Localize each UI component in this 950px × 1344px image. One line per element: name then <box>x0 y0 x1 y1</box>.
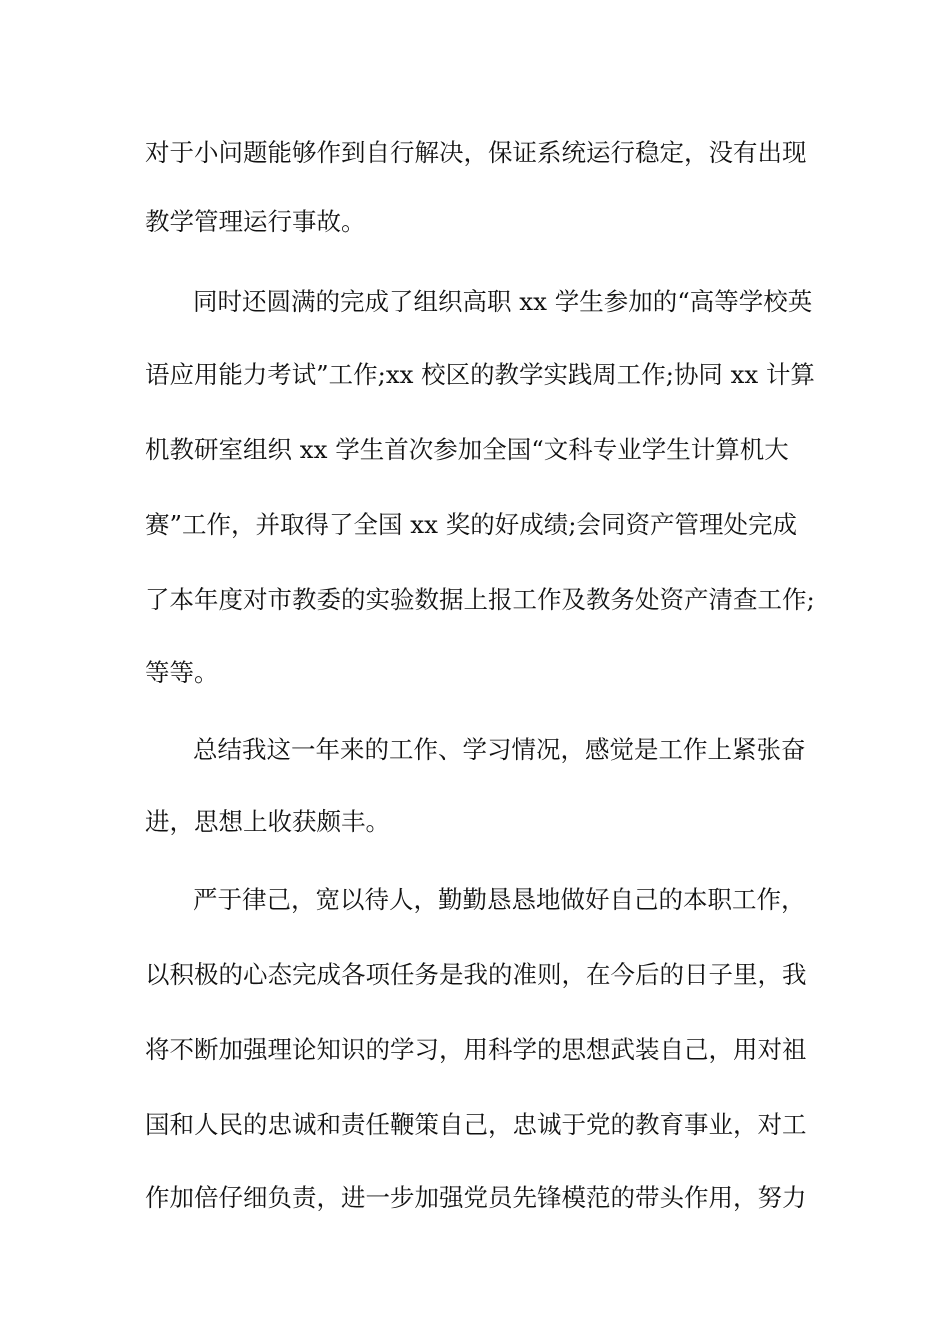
text-line: 赛”工作，并取得了全国 xx 奖的好成绩;会同资产管理处完成 <box>145 510 797 539</box>
text-line: 以积极的心态完成各项任务是我的准则，在今后的日子里，我 <box>145 960 807 989</box>
text-line: 语应用能力考试”工作;xx 校区的教学实践周工作;协同 xx 计算 <box>145 360 815 389</box>
text-line: 严于律己，宽以待人，勤勤恳恳地做好自己的本职工作， <box>193 885 806 914</box>
text-line: 国和人民的忠诚和责任鞭策自己，忠诚于党的教育事业，对工 <box>145 1110 807 1139</box>
text-line: 对于小问题能够作到自行解决，保证系统运行稳定，没有出现 <box>145 138 807 167</box>
text-line: 教学管理运行事故。 <box>145 207 366 236</box>
text-line: 机教研室组织 xx 学生首次参加全国“文科专业学生计算机大 <box>145 435 789 464</box>
text-line: 了本年度对市教委的实验数据上报工作及教务处资产清查工作; <box>145 585 815 614</box>
text-line: 总结我这一年来的工作、学习情况，感觉是工作上紧张奋 <box>193 735 806 764</box>
text-line: 等等。 <box>145 658 219 687</box>
text-line: 同时还圆满的完成了组织高职 xx 学生参加的“高等学校英 <box>193 287 813 316</box>
text-line: 作加倍仔细负责，进一步加强党员先锋模范的带头作用，努力 <box>145 1183 807 1212</box>
text-line: 将不断加强理论知识的学习，用科学的思想武装自己，用对祖 <box>145 1035 807 1064</box>
text-line: 进，思想上收获颇丰。 <box>145 807 390 836</box>
